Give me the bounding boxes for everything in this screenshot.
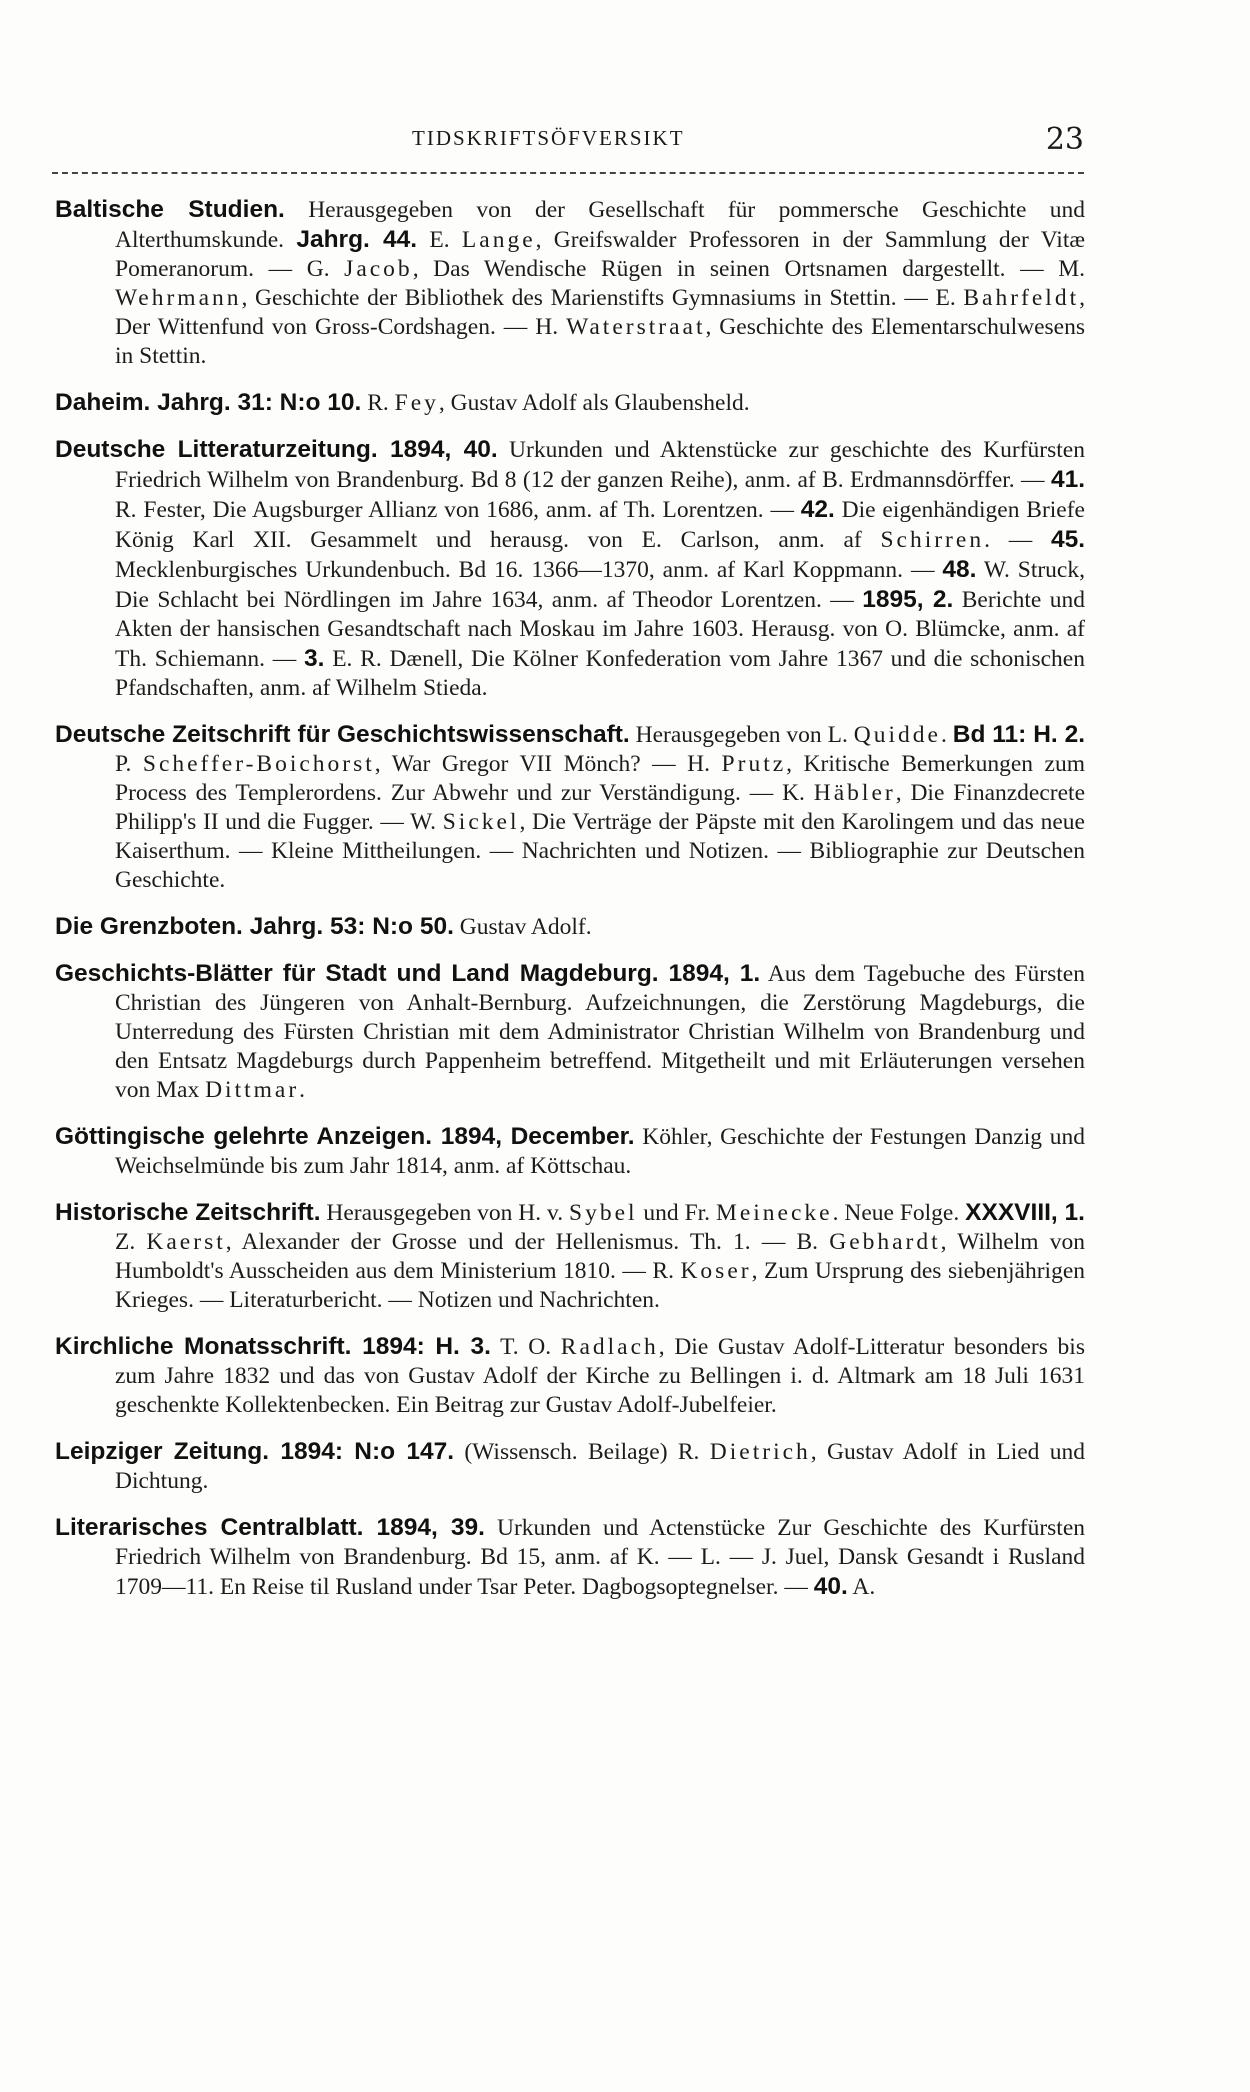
entry-run: , War Gregor VII Mönch? — H. (374, 751, 722, 777)
entry-text (55, 1122, 1085, 1181)
journal-entry (55, 912, 1085, 942)
entry-bold-text: 1895, 2. (862, 586, 954, 613)
entry-author-name: Häbler (813, 780, 896, 806)
entry-run: E. (417, 227, 462, 253)
entry-run: , Das Wendische Rügen in seinen Ortsnamen dargestellt. — M. (412, 256, 1085, 282)
entry-text (55, 1437, 1085, 1496)
journal-entry (55, 1198, 1085, 1315)
entry-author-name: Sickel (442, 809, 520, 835)
entry-author-name: Bahrfeldt (963, 285, 1080, 311)
entry-author-name: Koser (680, 1258, 752, 1284)
entry-text (55, 1198, 1085, 1315)
entry-run: , Zum Ursprung des siebenjährigen Krieges. — Literaturbericht. — Notizen und Nachrichten. (115, 1258, 1085, 1313)
entry-author-name: Wehrmann (115, 285, 242, 311)
entry-run: W. Struck, Die Schlacht bei Nördlingen im Jahre 1634, anm. af Theodor Lorentzen. — (115, 557, 1085, 613)
entry-run: Z. (115, 1229, 147, 1255)
entry-bold-text: Kirchliche Monatsschrift. 1894: H. 3. (55, 1333, 491, 1360)
entry-bold-text: Jahrg. 44. (296, 226, 418, 253)
entry-run: , Greifswalder Professoren in der Sammlung der Vitæ Pomeranorum. — G. (115, 227, 1086, 282)
entry-bold-text: 41. (1050, 466, 1085, 493)
entry-run: Mecklenburgisches Urkundenbuch. Bd 16. 1366—1370, anm. af Karl Koppmann. — (115, 557, 943, 583)
running-title: TIDSKRIFTSÖFVERSIKT (412, 126, 685, 150)
entry-author-name: Dittmar (205, 1077, 300, 1103)
entry-bold-text: 42. (800, 496, 835, 523)
journal-entry (55, 1122, 1085, 1181)
entry-run: A. (847, 1574, 876, 1600)
entry-author-name: Prutz (721, 751, 787, 777)
entry-bold-text: 3. (304, 645, 325, 672)
entry-text (55, 959, 1085, 1105)
entry-author-name: Quidde (853, 722, 941, 748)
entry-bold-text: Deutsche Litteraturzeitung. 1894, 40. (55, 436, 498, 463)
entry-text (55, 195, 1085, 371)
entry-text (55, 1513, 1085, 1602)
entry-run: Aus dem Tagebuche des Fürsten Christian des Jüngeren von Anhalt-Bernburg. Aufzeichnungen, die Zerstörung Magdeburgs, die Unterredung des Fürsten Christian mit dem Administrator Christian Wilhelm von Brandenburg und den Entsatz Magdeburgs durch Pappenheim betreffend. Mitgetheilt und mit Erläuterungen versehen von Max (115, 961, 1085, 1103)
entry-bold-text: 48. (942, 556, 977, 583)
entry-bold-text: Deutsche Zeitschrift für Geschichtswissenschaft. (55, 721, 630, 748)
entry-run: Köhler, Geschichte der Festungen Danzig und Weichselmünde bis zum Jahr 1814, anm. af Köttschau. (115, 1124, 1085, 1179)
entry-run: , Geschichte der Bibliothek des Marienstifts Gymnasiums in Stettin. — E. (241, 285, 964, 311)
entry-author-name: Fey (394, 390, 439, 416)
entry-bold-text: XXXVIII, 1. (965, 1199, 1085, 1226)
journal-entry (55, 720, 1085, 895)
entry-run: , Wilhelm von Humboldt's Ausscheiden aus dem Ministerium 1810. — R. (115, 1229, 1085, 1284)
journal-entry (55, 1437, 1085, 1496)
header-rule (52, 172, 1084, 174)
entry-run: P. (115, 751, 143, 777)
entry-run: , Die Verträge der Päpste mit den Karolingem und das neue Kaiserthum. — Kleine Mittheilungen. — Nachrichten und Notizen. — Bibliographie zur Deutschen Geschichte. (115, 809, 1085, 893)
entry-run: , Alexander der Grosse und der Hellenismus. Th. 1. — B. (225, 1229, 830, 1255)
entry-text (55, 1332, 1085, 1420)
entry-text (55, 388, 1085, 418)
entry-text (55, 912, 1085, 942)
journal-entry (55, 195, 1085, 371)
entry-run: Die eigenhändigen Briefe König Karl XII. Gesammelt und herausg. von E. Carlson, anm. af (115, 497, 1085, 553)
entry-run: Urkunden und Aktenstücke zur geschichte des Kurfürsten Friedrich Wilhelm von Brandenburg. Bd 8 (12 der ganzen Reihe), anm. af B. Erdmannsdörffer. — (115, 437, 1085, 493)
entry-run: und Fr. (637, 1200, 716, 1226)
entry-run: Berichte und Akten der hansischen Gesandtschaft nach Moskau im Jahre 1603. Herausg. von O. Blümcke, anm. af Th. Schiemann. — (115, 587, 1085, 672)
entry-bold-text: Göttingische gelehrte Anzeigen. 1894, December. (55, 1123, 635, 1150)
entry-author-name: Sybel (569, 1200, 638, 1226)
entry-bold-text: Bd 11: H. 2. (952, 721, 1085, 748)
entry-run: T. O. (490, 1334, 561, 1360)
entry-author-name: Meinecke (715, 1200, 833, 1226)
entry-author-name: Scheffer-Boichorst (142, 751, 375, 777)
entry-text (55, 720, 1085, 895)
entry-bold-text: 45. (1050, 526, 1085, 553)
journal-entry (55, 1332, 1085, 1420)
entry-bold-text: Baltische Studien. (55, 196, 285, 223)
journal-entry (55, 435, 1085, 703)
entry-text (55, 435, 1085, 703)
entry-author-name: Waterstraat (566, 314, 706, 340)
entry-author-name: Dietrich (709, 1439, 811, 1465)
entry-run: R. Fester, Die Augsburger Allianz von 1686, anm. af Th. Lorentzen. — (115, 497, 801, 523)
entry-run: , Der Wittenfund von Gross-Cordshagen. — H. (115, 285, 1085, 340)
entry-bold-text: Geschichts-Blätter für Stadt und Land Magdeburg. 1894, 1. (55, 960, 761, 987)
entry-run: Gustav Adolf. (453, 914, 592, 940)
entry-run: . (940, 722, 953, 748)
running-header (52, 122, 1084, 162)
entry-bold-text: Daheim. Jahrg. 31: N:o 10. (55, 389, 362, 416)
entry-author-name: Schirren (880, 527, 985, 553)
entry-author-name: Radlach (560, 1334, 659, 1360)
entry-run: (Wissensch. Beilage) R. (454, 1439, 710, 1465)
entry-bold-text: Die Grenzboten. Jahrg. 53: N:o 50. (55, 913, 454, 940)
page-number: 23 (1045, 122, 1084, 157)
entry-run: , Gustav Adolf als Glaubensheld. (438, 390, 750, 416)
entry-run: , Die Finanzdecrete Philipp's II und die Fugger. — W. (115, 780, 1086, 835)
entry-run: Herausgegeben von L. (629, 722, 854, 748)
entry-run: , Die Gustav Adolf-Litteratur besonders bis zum Jahre 1832 und das von Gustav Adolf der Kirche zu Bellingen i. d. Altmark am 18 Juli 1631 geschenkte Kollektenbecken. Ein Beitrag zur Gustav Adolf-Jubelfeier. (115, 1334, 1085, 1418)
entry-bold-text: 40. (813, 1573, 848, 1600)
entry-run: Herausgegeben von H. v. (320, 1200, 569, 1226)
entry-run: Urkunden und Actenstücke Zur Geschichte des Kurfürsten Friedrich Wilhelm von Brandenburg. Bd 15, anm. af K. — L. — J. Juel, Dansk Gesandt i Rusland 1709—11. En Reise til Rusland under Tsar Peter. Dagbogsoptegnelser. — (115, 1515, 1086, 1600)
journal-entry (55, 959, 1085, 1105)
journal-entry (55, 1513, 1085, 1602)
entry-run: . — (984, 527, 1051, 553)
entry-run: R. (361, 390, 395, 416)
entry-run: Herausgegeben von der Gesellschaft für pommersche Geschichte und Alterthumskunde. (115, 197, 1085, 253)
entry-run: , Gustav Adolf in Lied und Dichtung. (115, 1439, 1086, 1494)
journal-entry (55, 388, 1085, 418)
entry-author-name: Kaerst (146, 1229, 226, 1255)
entry-author-name: Gebhardt (829, 1229, 941, 1255)
entry-run: . Neue Folge. (832, 1200, 966, 1226)
entry-run: E. R. Dænell, Die Kölner Konfederation vom Jahre 1367 und die schonischen Pfandschaften, anm. af Wilhelm Stieda. (115, 646, 1085, 701)
entry-run: , Geschichte des Elementarschulwesens in Stettin. (115, 314, 1085, 369)
entry-run: , Kritische Bemerkungen zum Process des Templerordens. Zur Abwehr und zur Verständigung. — K. (115, 751, 1086, 806)
entry-run: . (299, 1077, 306, 1103)
entry-bold-text: Historische Zeitschrift. (55, 1199, 321, 1226)
entry-bold-text: Literarisches Centralblatt. 1894, 39. (55, 1514, 485, 1541)
entry-bold-text: Leipziger Zeitung. 1894: N:o 147. (55, 1438, 455, 1465)
entry-author-name: Lange (461, 227, 536, 253)
journal-list (55, 195, 1085, 1619)
entry-author-name: Jacob (344, 256, 413, 282)
